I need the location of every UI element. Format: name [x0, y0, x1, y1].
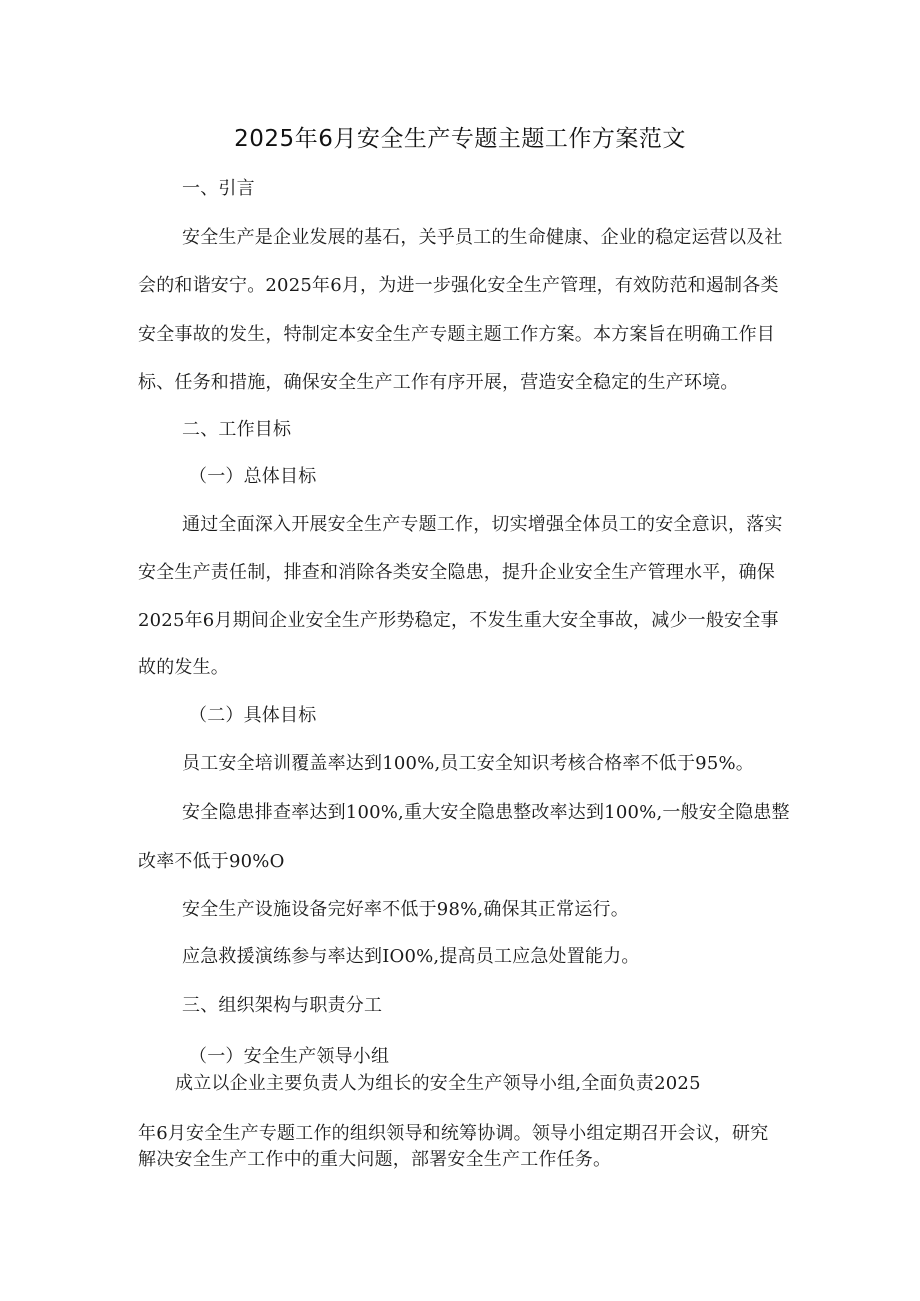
overall-goal-line: 通过全面深入开展安全生产专题工作，切实增强全体员工的安全意识，落实 [182, 514, 783, 535]
overall-goal-line: 故的发生。 [138, 657, 229, 678]
subheading-specific-goals: （二）具体目标 [189, 705, 317, 726]
section-heading-org: 三、组织架构与职责分工 [182, 995, 383, 1016]
subheading-leadership-group: （一）安全生产领导小组 [189, 1046, 390, 1067]
specific-goal-training: 员工安全培训覆盖率达到100%,员工安全知识考核合格率不低于95%。 [182, 753, 754, 774]
specific-goal-equipment: 安全生产设施设备完好率不低于98%,确保其正常运行。 [182, 899, 629, 920]
section-heading-intro: 一、引言 [182, 178, 255, 199]
intro-paragraph-line: 安全生产是企业发展的基石，关乎员工的生命健康、企业的稳定运营以及社 [182, 227, 783, 248]
document-title: 2025年6月安全生产专题主题工作方案范文 [234, 126, 686, 152]
overall-goal-line: 2025年6月期间企业安全生产形势稳定，不发生重大安全事故，减少一般安全事 [138, 610, 779, 631]
specific-goal-hazard-line: 安全隐患排查率达到100%,重大安全隐患整改率达到100%,一般安全隐患整 [182, 802, 790, 823]
section-heading-goals: 二、工作目标 [182, 419, 292, 440]
subheading-overall-goal: （一）总体目标 [189, 466, 317, 487]
specific-goal-drill: 应急救援演练参与率达到IO0%,提高员工应急处置能力。 [182, 946, 640, 967]
leadership-paragraph-line: 年6月安全生产专题工作的组织领导和统筹协调。领导小组定期召开会议，研究 [138, 1123, 769, 1144]
leadership-paragraph-line: 解决安全生产工作中的重大问题，部署安全生产工作任务。 [138, 1149, 612, 1170]
intro-paragraph-line: 会的和谐安宁。2025年6月，为进一步强化安全生产管理，有效防范和遏制各类 [138, 275, 779, 296]
overall-goal-line: 安全生产责任制，排查和消除各类安全隐患，提升企业安全生产管理水平，确保 [138, 562, 775, 583]
intro-paragraph-line: 标、任务和措施，确保安全生产工作有序开展，营造安全稳定的生产环境。 [138, 372, 739, 393]
specific-goal-hazard-line: 改率不低于90%O [138, 851, 285, 872]
intro-paragraph-line: 安全事故的发生，特制定本安全生产专题主题工作方案。本方案旨在明确工作目 [138, 324, 775, 345]
leadership-paragraph-line: 成立以企业主要负责人为组长的安全生产领导小组,全面负责2025 [175, 1073, 701, 1094]
